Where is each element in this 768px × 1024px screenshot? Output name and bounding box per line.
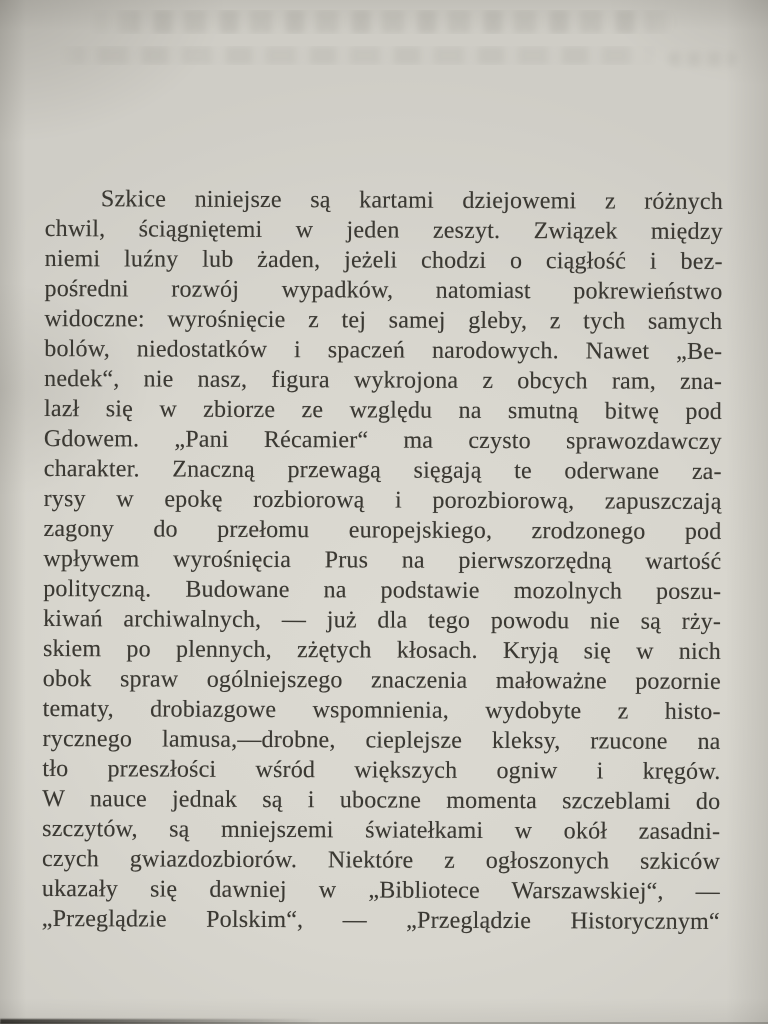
- text-line: pośredni rozwój wypadków, natomiast pokrewieństwo: [44, 275, 723, 305]
- text-line: W nauce jednak są i uboczne momenta szczeblami do: [42, 785, 721, 815]
- text-line: wpływem wyrośnięcia Prus na pierwszorzędną wartość: [43, 545, 722, 575]
- text-line: ukazały się dawniej w „Bibliotece Warszawskiej“, —: [41, 875, 720, 905]
- text-line: szczytów, są mniejszemi światełkami w okół zasadni-: [42, 815, 721, 845]
- text-line: tło przeszłości wśród większych ogniw i kręgów.: [42, 755, 721, 785]
- text-line: lazł się w zbiorze ze względu na smutną bitwę pod: [43, 395, 723, 425]
- text-line: Gdowem. „Pani Récamier“ ma czysto sprawozdawczy: [43, 425, 722, 455]
- bleedthrough-smudge-line-2: [58, 46, 658, 65]
- text-line: tematy, drobiazgowe wspomnienia, wydobyte z histo-: [42, 695, 721, 725]
- text-line: Szkice niniejsze są kartami dziejowemi z różnych: [100, 186, 723, 215]
- text-line: „Przeglądzie Polskim“, — „Przeglądzie Historycznym“: [41, 905, 720, 935]
- text-line: nedek“, nie nasz, figura wykrojona z obcych ram, zna-: [44, 365, 723, 395]
- bleedthrough-smudge-line-1: [88, 10, 684, 34]
- text-line: zagony do przełomu europejskiego, zrodzonego pod: [43, 515, 722, 545]
- text-line: skiem po plennych, zżętych kłosach. Kryją się w nich: [42, 635, 722, 665]
- text-line: charakter. Znaczną przewagą sięgają te oderwane za-: [43, 455, 722, 485]
- text-line: obok spraw ogólniejszego znaczenia małoważne pozornie: [42, 665, 721, 695]
- photo-bottom-edge-shadow: [0, 1019, 320, 1024]
- text-line: niemi luźny lub żaden, jeżeli chodzi o ciągłość i bez-: [44, 245, 723, 275]
- text-line: czych gwiazdozbiorów. Niektóre z ogłoszonych szkiców: [41, 845, 721, 875]
- text-line: chwil, ściągniętemi w jeden zeszyt. Związek między: [44, 215, 723, 245]
- bleedthrough-smudge-fragment: [668, 52, 736, 66]
- text-line: bolów, niedostatków i spaczeń narodowych. Nawet „Be-: [44, 335, 723, 365]
- text-line: widoczne: wyrośnięcie z tej samej gleby, z tych samych: [44, 305, 723, 335]
- text-line: polityczną. Budowane na podstawie mozolnych poszu-: [43, 575, 722, 605]
- page-paragraph: [42, 184, 723, 937]
- text-line: rycznego lamusa,—drobne, cieplejsze kleksy, rzucone na: [42, 725, 721, 755]
- text-line: kiwań archiwalnych, — już dla tego powodu nie są rży-: [43, 605, 722, 635]
- text-line: rysy w epokę rozbiorową i porozbiorową, zapuszczają: [43, 485, 722, 515]
